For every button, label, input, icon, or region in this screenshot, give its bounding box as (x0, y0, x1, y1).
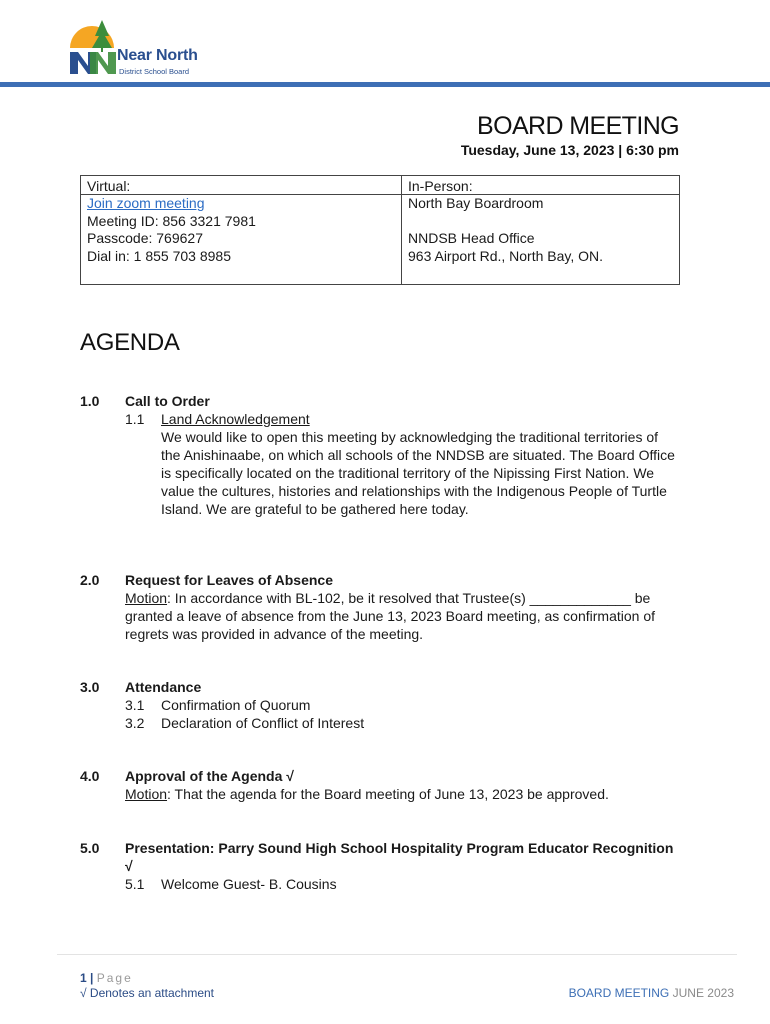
agenda-item-approval (80, 767, 680, 803)
logo-subtitle: District School Board (119, 67, 190, 76)
in-person-column (402, 176, 679, 284)
sub-item-quorum (125, 696, 680, 714)
item-number: 1.0 (80, 393, 100, 409)
motion-text (125, 785, 680, 803)
virtual-column (81, 176, 402, 284)
office-address: 963 Airport Rd., North Bay, ON. (408, 247, 604, 264)
motion-label: Motion (125, 786, 168, 802)
sub-item-label: Welcome Guest- B. Cousins (161, 876, 337, 892)
in-person-heading: In-Person: (402, 176, 679, 195)
sub-item-label: Confirmation of Quorum (161, 697, 311, 713)
item-number: 5.0 (80, 840, 100, 856)
item-title: Request for Leaves of Absence (125, 572, 333, 588)
boardroom-name: North Bay Boardroom (408, 195, 544, 211)
logo-mark-icon (66, 14, 118, 78)
agenda-item-attendance (80, 678, 680, 732)
item-number: 3.0 (80, 679, 100, 695)
agenda-item-call-to-order (80, 392, 680, 518)
district-logo (66, 14, 216, 80)
sub-item-conflict (125, 714, 680, 732)
item-title: Presentation: Parry Sound High School Hospitality Program Educator Recognition √ (125, 840, 674, 874)
virtual-heading: Virtual: (81, 176, 401, 195)
agenda-item-leaves-of-absence (80, 571, 680, 643)
sub-item-number: 3.1 (125, 697, 145, 713)
motion-text (125, 589, 680, 643)
land-acknowledgement-text: We would like to open this meeting by acknowledging the traditional territories of the Anishinaabe, on which all schools of the NNDSB are situated. The Board Office is specifically located on the traditional territory of the Nipissing First Nation. We value the cultures, histories and relationships with the Indigenous People of Turtle Island. We are grateful to be gathered here today. (161, 429, 675, 517)
motion-label: Motion (125, 590, 168, 606)
meeting-date: Tuesday, June 13, 2023 | 6:30 pm (460, 142, 679, 158)
item-title: Approval of the Agenda √ (125, 768, 294, 784)
item-number: 2.0 (80, 572, 100, 588)
sub-item-number: 1.1 (125, 411, 145, 427)
meeting-title: BOARD MEETING (477, 112, 679, 140)
motion-body: : That the agenda for the Board meeting of June 13, 2023 be approved. (167, 786, 609, 802)
sub-item-label: Declaration of Conflict of Interest (161, 715, 365, 731)
page-word: Page (96, 971, 133, 985)
motion-body: : In accordance with BL-102, be it resolved that Trustee(s) _____________ be granted a leave of absence from the June 13, 2023 Board meeting, as confirmation of regrets was provided in advance of the meeting. (125, 590, 655, 642)
passcode: Passcode: 769627 (87, 230, 203, 246)
office-name: NNDSB Head Office (408, 230, 535, 246)
join-zoom-link[interactable]: Join zoom meeting (87, 195, 205, 211)
meeting-info-table (80, 175, 680, 285)
footer-title: BOARD MEETING (568, 986, 670, 1000)
land-acknowledgement-label: Land Acknowledgement (161, 411, 310, 427)
page-separator: | (86, 971, 97, 985)
meeting-id: Meeting ID: 856 3321 7981 (87, 212, 256, 229)
header-band (0, 82, 770, 87)
item-number: 4.0 (80, 768, 100, 784)
item-title: Attendance (125, 679, 202, 695)
dial-in-number: Dial in: 1 855 703 8985 (87, 247, 231, 264)
attachment-note: √ Denotes an attachment (80, 986, 214, 1000)
agenda-item-presentation (80, 839, 680, 893)
footer-divider (57, 954, 737, 955)
footer-doc-title (569, 986, 734, 1000)
item-title: Call to Order (125, 393, 210, 409)
page-number: 1 (80, 971, 87, 985)
sub-item-number: 3.2 (125, 715, 145, 731)
sub-item-number: 5.1 (125, 876, 145, 892)
footer-left (80, 971, 214, 1001)
agenda-heading: AGENDA (80, 329, 180, 356)
footer-month: JUNE 2023 (672, 986, 734, 1000)
logo-title: Near North (117, 47, 198, 64)
